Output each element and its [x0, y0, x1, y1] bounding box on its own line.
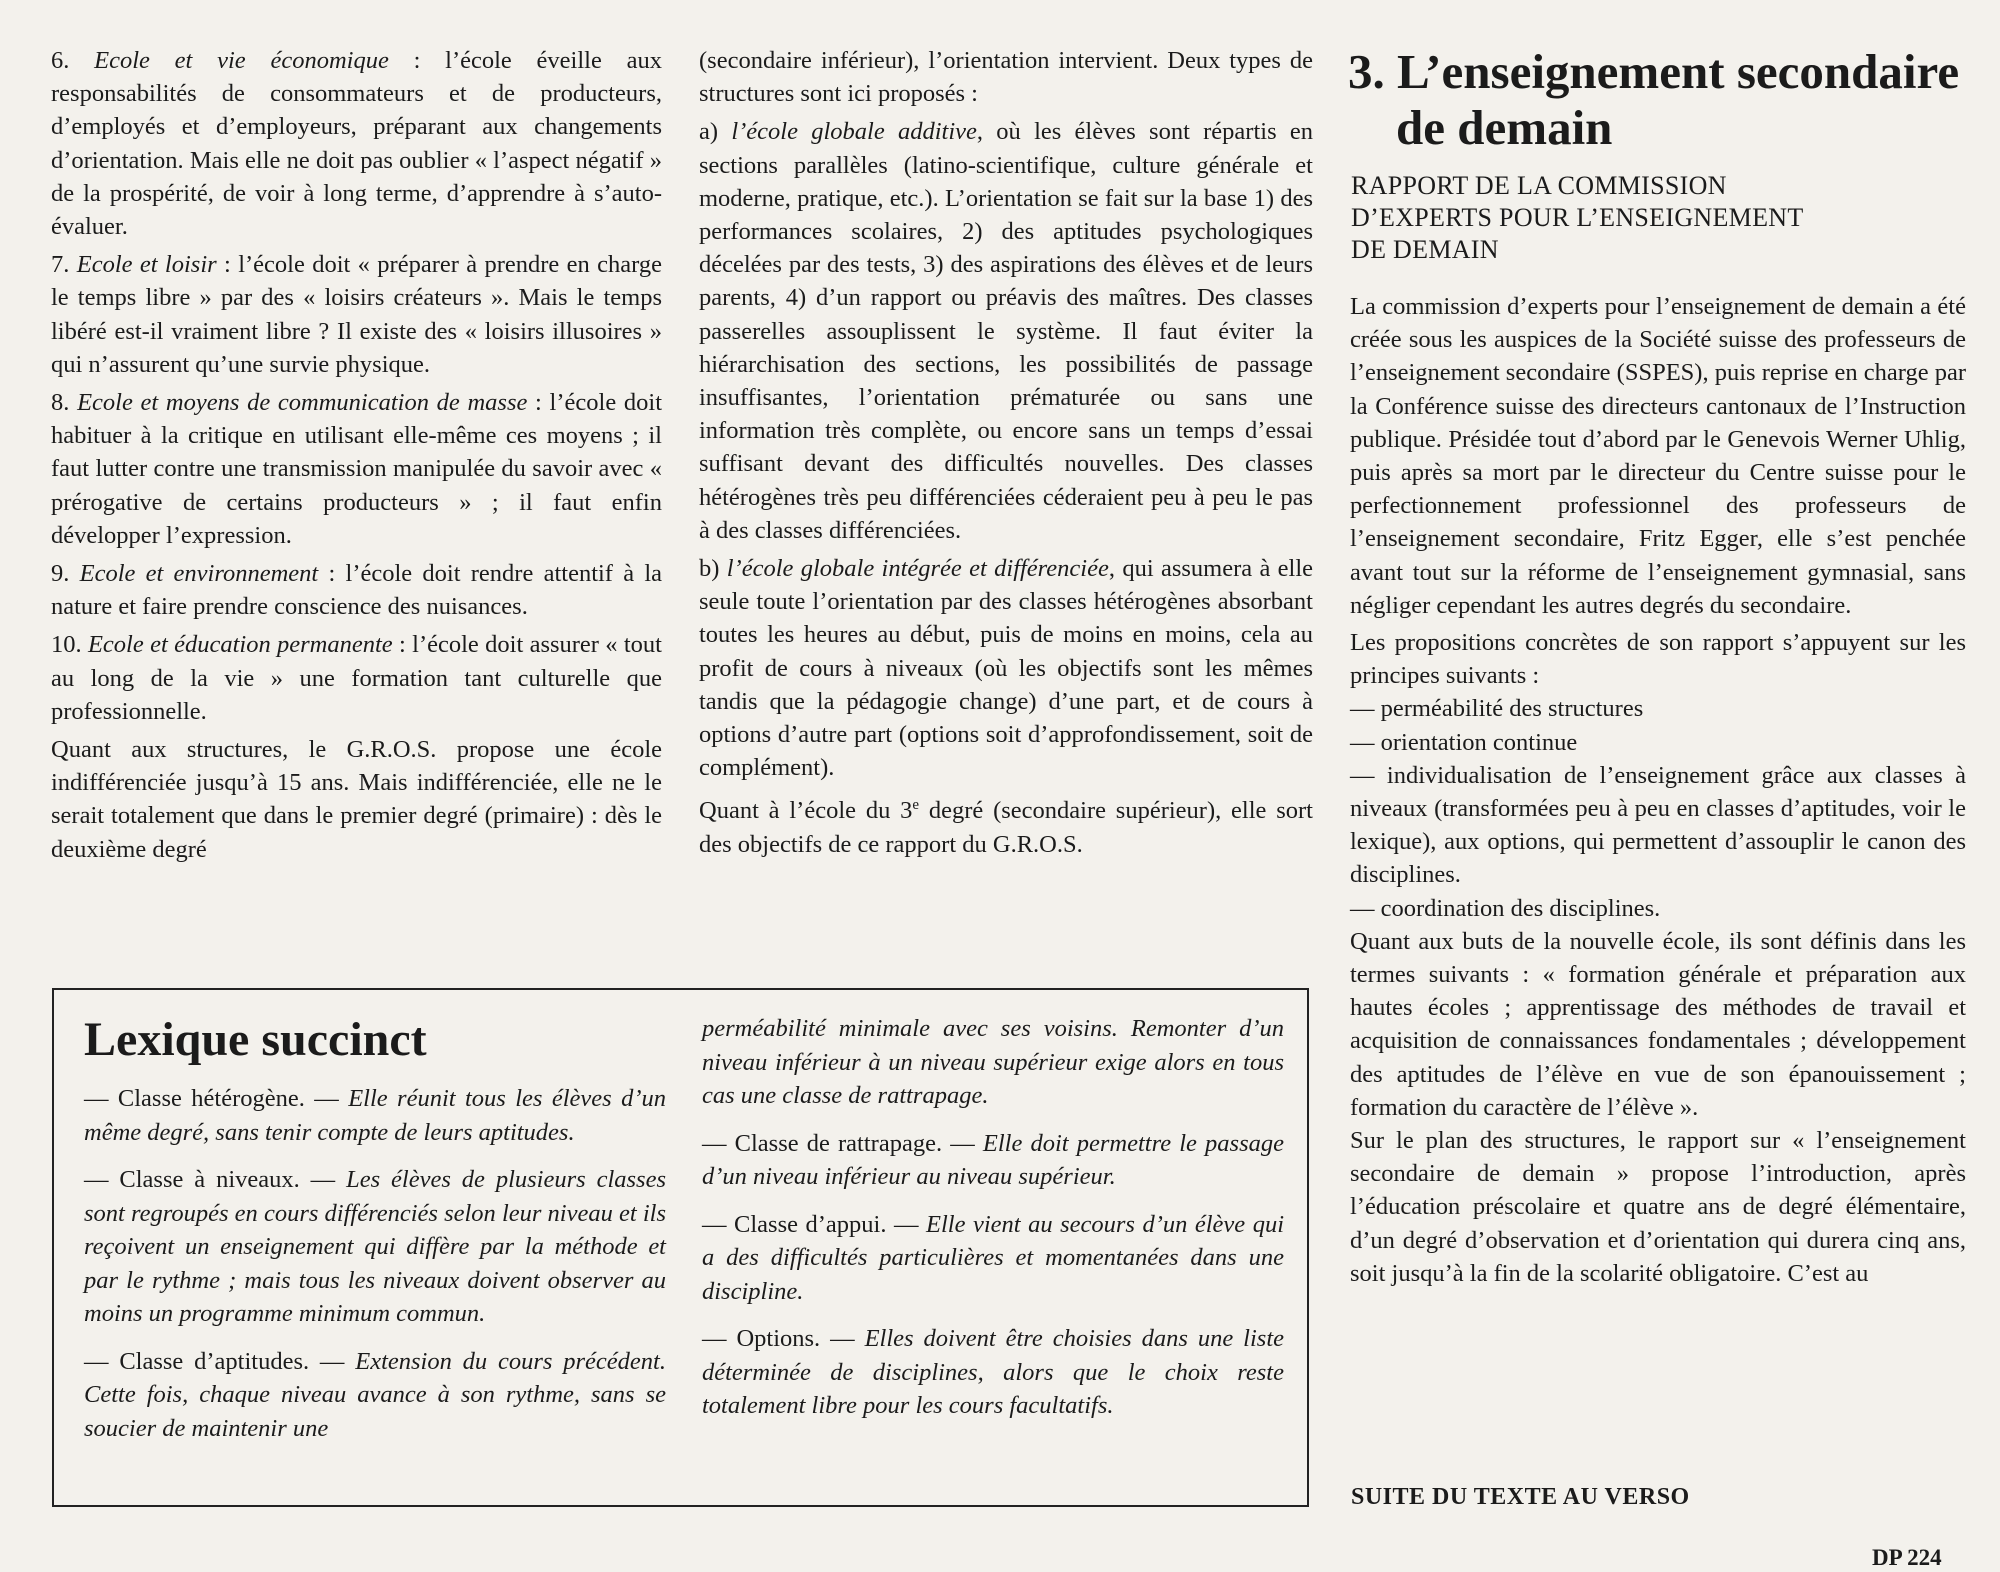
lexique-entry: — Classe d’appui. — Elle vient au secours d’un élève qui a des difficultés particulières et momentanées dans une discipline. [702, 1210, 1284, 1305]
item-heading: Ecole et vie économique [94, 47, 389, 74]
item-heading: l’école globale intégrée et différenciée [726, 555, 1109, 583]
item-heading: l’école globale additive [731, 118, 977, 146]
lexique-entry: — Classe de rattrapage. — Elle doit permettre le passage d’un niveau inférieur au niveau supérieur. [702, 1129, 1284, 1190]
list-item: — individualisation de l’enseignement grâce aux classes à niveaux (transformées peu à peu en classes d’aptitudes, voir le lexique), aux options, qui permettent d’assouplir le canon des disciplines. [1350, 761, 1966, 889]
lexique-box [52, 988, 1309, 1507]
list-item: — perméabilité des structures [1350, 695, 1644, 723]
paragraph-ecole-education-permanente: 10. Ecole et éducation permanente : l’école doit assurer « tout au long de la vie » une formation tant culturelle que professionnelle. [51, 631, 662, 725]
paragraph-orientation: (secondaire inférieur), l’orientation intervient. Deux types de structures sont ici proposés : [699, 47, 1313, 108]
continued-overleaf-note: SUITE DU TEXTE AU VERSO [1351, 1484, 1690, 1510]
lexique-column-right [702, 1012, 1284, 1437]
item-heading: Ecole et éducation permanente [87, 631, 393, 659]
paragraph-ecole-globale-integree: b) l’école globale intégrée et différenciée, qui assumera à elle seule toute l’orientation par des classes hétérogènes absorbant toutes les heures au début, puis de moins en moins, cela au profit de cours à niveaux (où les objectifs sont les mêmes tandis que la pédagogie change) d’une part, et de cours à options d’autre part (options soit d’approfondissement, soit de complément). [699, 555, 1314, 782]
heading-line-2: de demain [1396, 100, 1613, 155]
paragraph-structures: Quant aux structures, le G.R.O.S. propose une école indifférenciée jusqu’à 15 ans. Mais indifférenciée, elle ne le serait totalement que dans le premier degré (primaire) : dès le deuxième degré [51, 736, 662, 863]
lexique-entry: — Options. — Elles doivent être choisies dans une liste déterminée de disciplines, alors que le choix reste totalement libre pour les cours facultatifs. [702, 1325, 1284, 1419]
paragraph-propositions: Les propositions concrètes de son rapport s’appuyent sur les principes suivants : [1350, 629, 1966, 690]
column-right [1350, 290, 1966, 1295]
paragraph-plan-structures: Sur le plan des structures, le rapport sur « l’enseignement secondaire de demain » propose l’introduction, après l’éducation préscolaire et quatre ans de degré élémentaire, d’un degré d’observation et d’orientation qui durera cinq ans, soit jusqu’à la fin de la scolarité obligatoire. C’est au [1350, 1127, 1966, 1287]
paragraph-buts: Quant aux buts de la nouvelle école, ils sont définis dans les termes suivants : « formation générale et préparation aux hautes écoles ; apprentissage des méthodes de travail et acquisition de connaissances fondamentales ; développement des aptitudes de l’élève en vue de son épanouissement ; formation du caractère de l’élève ». [1350, 927, 1966, 1121]
paragraph-commission: La commission d’experts pour l’enseignement de demain a été créée sous les auspices de la Société suisse des professeurs de l’enseignement secondaire (SSPES), puis reprise en charge par la Conférence suisse des directeurs cantonaux de l’Instruction publique. Présidée tout d’abord par le Genevois Werner Uhlig, puis après sa mort par le directeur du Centre suisse pour le perfectionnement professionnel des professeurs de l’enseignement secondaire, Fritz Egger, elle s’est penchée avant tout sur la réforme de l’enseignement gymnasial, sans négliger cependant les autres degrés du secondaire. [1350, 293, 1966, 619]
paragraph-troisieme-degre: Quant à l’école du 3e degré (secondaire supérieur), elle sort des objectifs de ce rapport du G.R.O.S. [699, 797, 1313, 858]
lexique-title: Lexique succinct [84, 1013, 427, 1066]
column-left [51, 44, 662, 871]
paragraph-ecole-loisir: 7. Ecole et loisir : l’école doit « préparer à prendre en charge le temps libre » par des « loisirs créateurs ». Mais le temps libéré est-il vraiment libre ? Il existe des « loisirs illusoires » qui n’assurent qu’une survie physique. [51, 251, 662, 378]
paragraph-ecole-environnement: 9. Ecole et environnement : l’école doit rendre attentif à la nature et faire prendre conscience des nuisances. [51, 560, 663, 621]
section-heading [1348, 44, 1978, 156]
list-item: — coordination des disciplines. [1350, 894, 1661, 922]
lexique-column-left [84, 1082, 666, 1459]
paragraph-ecole-communication: 8. Ecole et moyens de communication de masse : l’école doit habituer à la critique en utilisant elle-même ces moyens ; il faut lutter contre une transmission manipulée du savoir avec « prérogative de certains producteurs » ; il faut enfin développer l’expression. [51, 389, 663, 549]
item-heading: Ecole et loisir [76, 251, 217, 279]
paragraph-ecole-globale-additive: a) l’école globale additive, où les élèves sont répartis en sections parallèles (latino-scientifique, culture générale et moderne, pratique, etc.). L’orientation se fait sur la base 1) des performances scolaires, 2) des aptitudes psychologiques décelées par des tests, 3) des aspirations des élèves et de leurs parents, 4) d’un rapport ou préavis des maîtres. Des classes passerelles assouplissent le système. Il faut éviter la hiérarchisation des sections, les possibilités de passage insuffisantes, l’orientation prématurée ou sans une information très complète, ou encore sans un temps d’essai suffisant devant des difficultés nouvelles. Des classes hétérogènes très peu différenciées céderaient peu à peu le pas à des classes différenciées. [699, 118, 1313, 544]
lexique-entry: — Classe hétérogène. — Elle réunit tous les élèves d’un même degré, sans tenir compte de leurs aptitudes. [84, 1085, 666, 1146]
heading-line-1: 3. L’enseignement secondaire [1348, 44, 1960, 99]
list-item: — orientation continue [1350, 728, 1578, 756]
page-number: DP 224 [1872, 1545, 1942, 1570]
item-heading: Ecole et environnement [79, 560, 319, 588]
lexique-entry: perméabilité minimale avec ses voisins. Remonter d’un niveau inférieur à un niveau supérieur exige alors en tous cas une classe de rattrapage. [702, 1015, 1284, 1109]
lexique-entry: — Classe d’aptitudes. — Extension du cours précédent. Cette fois, chaque niveau avance à son rythme, sans se soucier de maintenir une [84, 1347, 666, 1442]
paragraph-ecole-vie-economique: 6. Ecole et vie économique : l’école éveille aux responsabilités de consommateurs et de producteurs, d’employés et d’employeurs, préparant aux changements d’orientation. Mais elle ne doit pas oublier « l’aspect négatif » de la prospérité, de voir à long terme, d’apprendre à s’auto-évaluer. [51, 47, 662, 241]
column-middle [699, 44, 1313, 866]
report-subheading: RAPPORT DE LA COMMISSION D’EXPERTS POUR L’ENSEIGNEMENT DE DEMAIN [1351, 171, 1804, 264]
item-heading: Ecole et moyens de communication de masse [77, 389, 528, 417]
lexique-entry: — Classe à niveaux. — Les élèves de plusieurs classes sont regroupés en cours différenciés selon leur niveau et ils reçoivent un enseignement qui diffère par la méthode et par le rythme ; mais tous les niveaux doivent observer au moins un programme minimum commun. [84, 1166, 666, 1327]
